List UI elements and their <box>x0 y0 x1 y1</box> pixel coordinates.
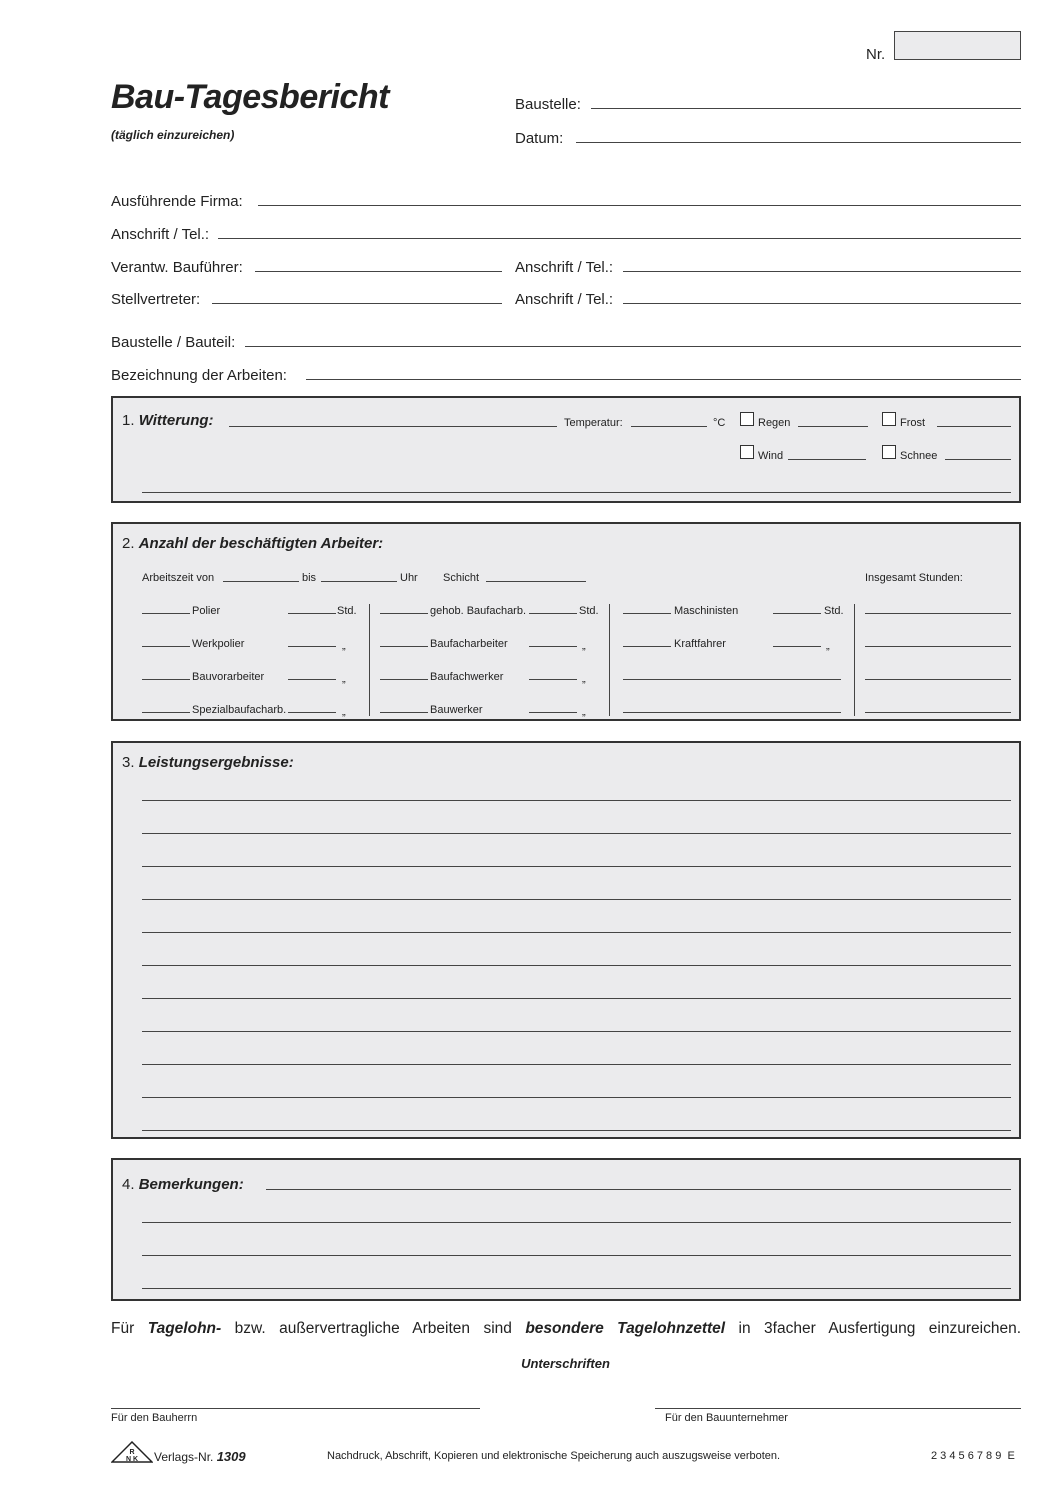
std-label: Std. <box>824 605 844 617</box>
count-field[interactable] <box>380 646 428 647</box>
bezeichnung-field[interactable] <box>306 379 1021 380</box>
worker-type-label: Kraftfahrer <box>674 638 726 650</box>
bauleiter-anschrift-label: Anschrift / Tel.: <box>515 259 614 276</box>
verlag-number: Verlags-Nr. 1309 <box>154 1449 246 1464</box>
firma-field[interactable] <box>258 205 1021 206</box>
section-2-heading: 2. Anzahl der beschäftigten Arbeiter: <box>122 535 384 552</box>
hours-field[interactable] <box>288 679 336 680</box>
signatures-heading: Unterschriften <box>521 1356 610 1371</box>
schnee-label: Schnee <box>900 450 938 462</box>
section-leistungsergebnisse <box>111 741 1021 1139</box>
ditto-mark: „ <box>342 673 346 685</box>
hours-field[interactable] <box>288 613 336 614</box>
frost-label: Frost <box>900 417 926 429</box>
regen-field[interactable] <box>798 426 868 427</box>
ditto-mark: „ <box>826 640 830 652</box>
writing-line[interactable] <box>142 899 1011 900</box>
count-field[interactable] <box>380 613 428 614</box>
writing-line[interactable] <box>142 1288 1011 1289</box>
nr-label: Nr. <box>866 46 886 63</box>
arbeitszeit-label: Arbeitszeit von <box>142 572 215 584</box>
anschrift-field[interactable] <box>218 238 1021 239</box>
ditto-mark: „ <box>582 640 586 652</box>
writing-line[interactable] <box>142 998 1011 999</box>
section-1-heading: 1. Witterung: <box>122 412 214 429</box>
baustelle-label: Baustelle: <box>515 96 581 113</box>
hours-field[interactable] <box>773 613 821 614</box>
count-field[interactable] <box>142 712 190 713</box>
worker-type-label: Bauwerker <box>430 704 483 716</box>
bauleiter-field[interactable] <box>255 271 502 272</box>
firma-label: Ausführende Firma: <box>111 193 243 210</box>
count-field[interactable] <box>142 613 190 614</box>
count-field[interactable] <box>623 646 671 647</box>
writing-line[interactable] <box>142 1064 1011 1065</box>
writing-line[interactable] <box>142 833 1011 834</box>
insgesamt-label: Insgesamt Stunden: <box>865 572 963 584</box>
total-hours-field[interactable] <box>865 712 1011 713</box>
schicht-field[interactable] <box>486 581 586 582</box>
count-field[interactable] <box>380 712 428 713</box>
schnee-field[interactable] <box>945 459 1011 460</box>
writing-line[interactable] <box>142 1130 1011 1131</box>
stellvertreter-anschrift-label: Anschrift / Tel.: <box>515 291 614 308</box>
stellvertreter-anschrift-field[interactable] <box>623 303 1021 304</box>
section-witterung <box>111 396 1021 503</box>
worker-type-label: Maschinisten <box>674 605 739 617</box>
writing-line[interactable] <box>142 1097 1011 1098</box>
writing-line[interactable] <box>142 800 1011 801</box>
nr-field[interactable] <box>894 31 1021 60</box>
writing-line[interactable] <box>142 965 1011 966</box>
svg-text:R: R <box>129 1449 135 1456</box>
bauleiter-anschrift-field[interactable] <box>623 271 1021 272</box>
datum-field[interactable] <box>576 142 1021 143</box>
writing-line[interactable] <box>142 1222 1011 1223</box>
section-bemerkungen <box>111 1158 1021 1301</box>
hours-field[interactable] <box>529 613 577 614</box>
wind-label: Wind <box>758 450 784 462</box>
wind-checkbox[interactable] <box>740 445 754 459</box>
column-divider <box>854 604 855 716</box>
regen-checkbox[interactable] <box>740 412 754 426</box>
writing-line[interactable] <box>142 1255 1011 1256</box>
worker-type-label: Bauvorarbeiter <box>192 671 265 683</box>
svg-text:N K: N K <box>125 1456 139 1463</box>
ditto-mark: „ <box>582 706 586 718</box>
copyright-notice: Nachdruck, Abschrift, Kopieren und elektronische Speicherung auch auszugsweise verboten. <box>327 1450 781 1462</box>
bauleiter-label: Verantw. Bauführer: <box>111 259 243 276</box>
frost-field[interactable] <box>937 426 1011 427</box>
hours-field[interactable] <box>288 646 336 647</box>
regen-label: Regen <box>758 417 791 429</box>
extra-worker-field[interactable] <box>623 679 841 680</box>
hours-field[interactable] <box>773 646 821 647</box>
worker-type-label: gehob. Baufacharb. <box>430 605 527 617</box>
tagelohn-note: Für Tagelohn- bzw. außervertragliche Arbeiten sind besondere Tagelohnzettel in 3facher Ausfertigung einzureichen. <box>111 1320 1022 1337</box>
worker-type-label: Polier <box>192 605 221 617</box>
celsius-unit: °C <box>713 417 726 429</box>
signature-bauherr-line[interactable] <box>111 1408 480 1409</box>
std-label: Std. <box>579 605 599 617</box>
signature-unternehmer-label: Für den Bauunternehmer <box>665 1412 788 1424</box>
uhr-label: Uhr <box>400 572 418 584</box>
count-field[interactable] <box>380 679 428 680</box>
count-field[interactable] <box>142 679 190 680</box>
bezeichnung-label: Bezeichnung der Arbeiten: <box>111 367 287 384</box>
rnk-logo <box>111 1441 153 1463</box>
writing-line[interactable] <box>142 1031 1011 1032</box>
temperatur-label: Temperatur: <box>564 417 623 429</box>
worker-type-label: Werkpolier <box>192 638 245 650</box>
total-hours-field[interactable] <box>865 679 1011 680</box>
writing-line[interactable] <box>142 932 1011 933</box>
stellvertreter-field[interactable] <box>212 303 502 304</box>
anschrift-label: Anschrift / Tel.: <box>111 226 210 243</box>
worker-type-label: Baufachwerker <box>430 671 504 683</box>
extra-worker-field[interactable] <box>623 712 841 713</box>
ditto-mark: „ <box>582 673 586 685</box>
signature-unternehmer-line[interactable] <box>655 1408 1021 1409</box>
ditto-mark: „ <box>342 706 346 718</box>
schicht-label: Schicht <box>443 572 480 584</box>
section-3-heading: 3. Leistungsergebnisse: <box>122 754 294 771</box>
writing-line[interactable] <box>266 1189 1011 1190</box>
stellvertreter-label: Stellvertreter: <box>111 291 201 308</box>
witterung-field[interactable] <box>229 426 557 427</box>
page-subtitle: (täglich einzureichen) <box>111 128 235 142</box>
baustelle-field[interactable] <box>591 108 1021 109</box>
hours-field[interactable] <box>529 646 577 647</box>
datum-label: Datum: <box>515 130 564 147</box>
bis-label: bis <box>302 572 317 584</box>
schnee-checkbox[interactable] <box>882 445 896 459</box>
column-divider <box>609 604 610 716</box>
writing-line[interactable] <box>142 866 1011 867</box>
std-label: Std. <box>337 605 357 617</box>
bauteil-field[interactable] <box>245 346 1021 347</box>
total-hours-field[interactable] <box>865 613 1011 614</box>
worker-type-label: Spezialbaufacharb. <box>192 704 287 716</box>
print-code: 2 3 4 5 6 7 8 9 E <box>931 1450 1015 1462</box>
temperatur-field[interactable] <box>631 426 707 427</box>
hours-field[interactable] <box>288 712 336 713</box>
count-field[interactable] <box>142 646 190 647</box>
column-divider <box>369 604 370 716</box>
arbeitszeit-von-field[interactable] <box>223 581 299 582</box>
wind-field[interactable] <box>788 459 866 460</box>
frost-checkbox[interactable] <box>882 412 896 426</box>
hours-field[interactable] <box>529 679 577 680</box>
ditto-mark: „ <box>342 640 346 652</box>
witterung-extra-line[interactable] <box>142 492 1011 493</box>
page-title: Bau-Tagesbericht <box>111 78 389 116</box>
arbeitszeit-bis-field[interactable] <box>321 581 397 582</box>
signature-bauherr-label: Für den Bauherrn <box>111 1412 198 1424</box>
section-4-heading: 4. Bemerkungen: <box>122 1176 244 1193</box>
total-hours-field[interactable] <box>865 646 1011 647</box>
count-field[interactable] <box>623 613 671 614</box>
bauteil-label: Baustelle / Bauteil: <box>111 334 236 351</box>
worker-type-label: Baufacharbeiter <box>430 638 508 650</box>
hours-field[interactable] <box>529 712 577 713</box>
section-arbeiter <box>111 522 1021 721</box>
